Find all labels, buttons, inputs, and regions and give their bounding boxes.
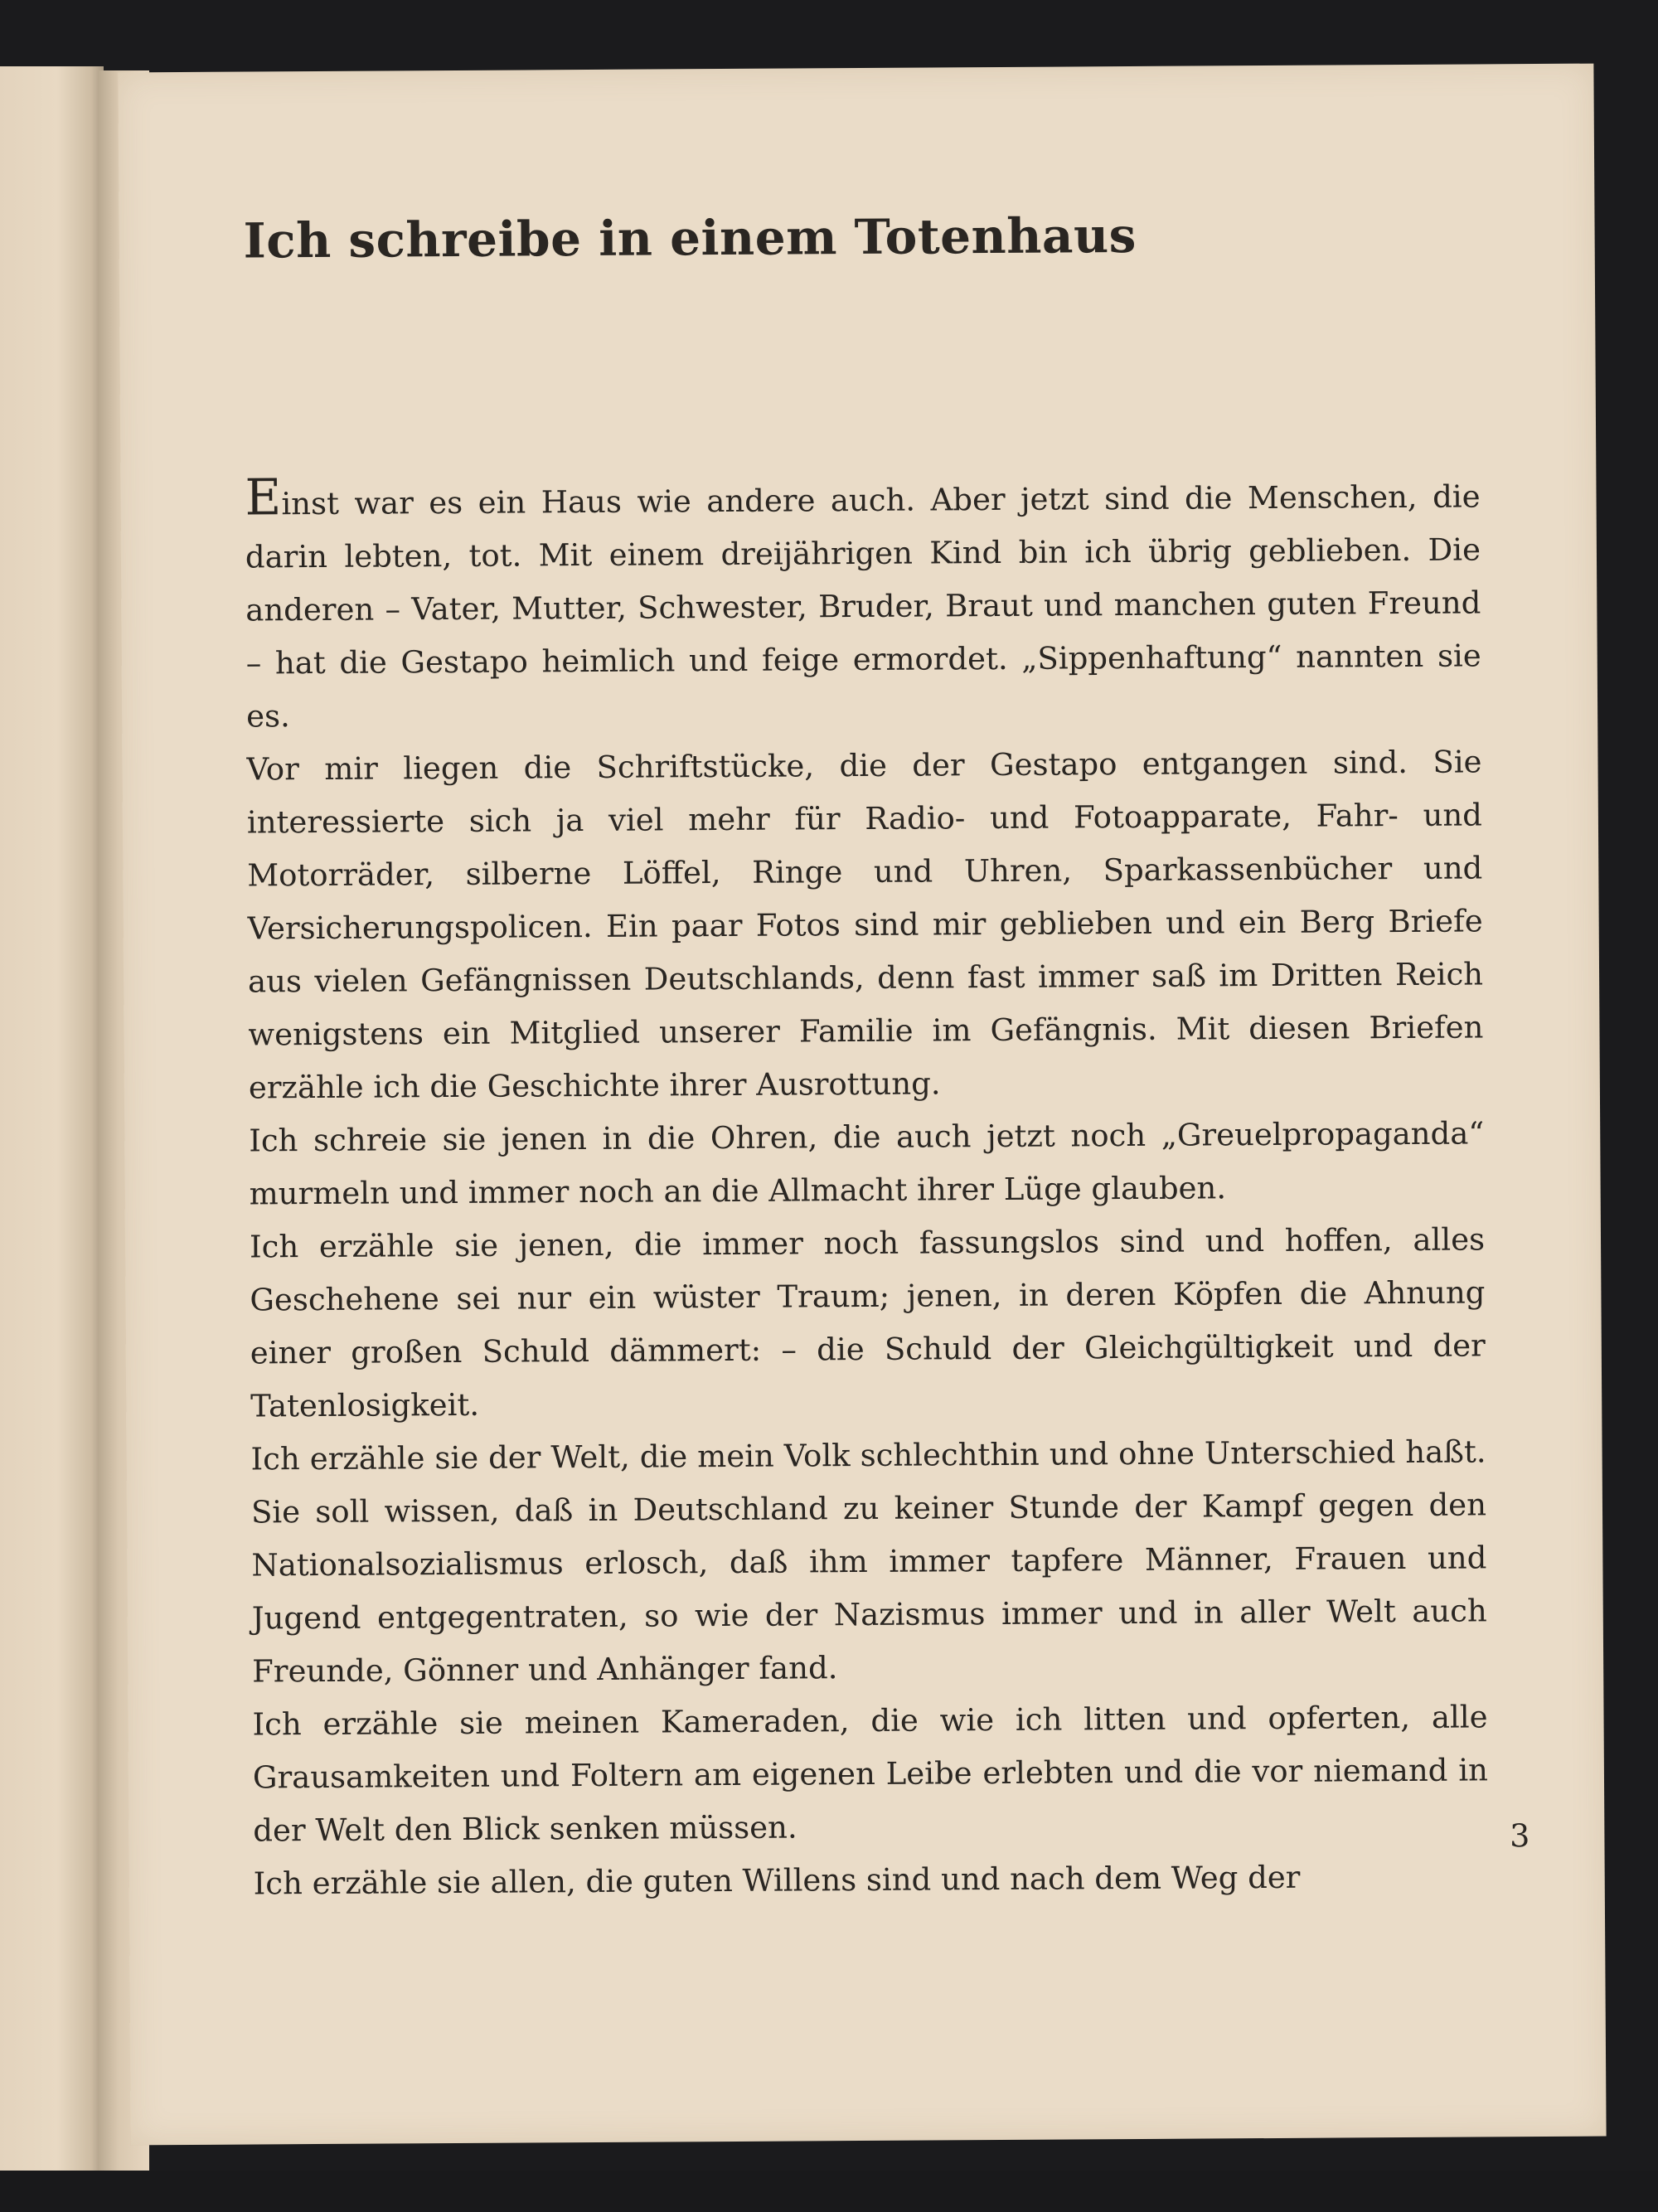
page-number: 3	[1510, 1817, 1530, 1855]
paragraph: Vor mir liegen die Schriftstücke, die der Gestapo entgangen sind. Sie interessierte sich ja viel mehr für Radio- und Fotoapparate, Fahr- und Motorräder, silberne Löffel, Ringe und Uhren, Sparkassenbücher und Versicherungspolicen. Ein paar Fotos sind mir geblieben und ein Berg Briefe aus vielen Gefängnissen Deutschlands, denn fast immer saß im Dritten Reich wenigstens ein Mitglied unserer Familie im Gefängnis. Mit diesen Briefen erzähle ich die Geschichte ihrer Ausrottung.	[246, 744, 1484, 1106]
page-content	[243, 205, 1489, 1902]
left-page-edge	[0, 66, 104, 2189]
paragraph: Ich erzähle sie jenen, die immer noch fassungslos sind und hoffen, alles Geschehene sei nur ein wüster Traum; jenen, in deren Köpfen die Ahnung einer großen Schuld dämmert: – die Schuld der Gleichgültigkeit und der Tatenlosigkeit.	[249, 1221, 1486, 1424]
drop-cap: E	[245, 468, 282, 527]
chapter-title: Ich schreibe in einem Totenhaus	[243, 206, 1137, 269]
paragraph: Ich erzähle sie meinen Kameraden, die wie ich litten und opferten, alle Grausamkeiten und Foltern am eigenen Leibe erlebten und die vor niemand in der Welt den Blick senken müssen.	[252, 1699, 1489, 1849]
book-page	[118, 64, 1606, 2146]
paragraph-text: inst war es ein Haus wie andere auch. Aber jetzt sind die Menschen, die darin lebten, tot. Mit einem dreijährigen Kind bin ich übrig geblieben. Die anderen – Vater, Mutter, Schwester, Bruder, Braut und manchen guten Freund – hat die Gestapo heimlich und feige ermordet. „Sippenhaftung“ nannten sie es.	[245, 478, 1481, 735]
body-text	[245, 470, 1489, 1910]
paragraph: Ich erzähle sie allen, die guten Willens sind und nach dem Weg der	[253, 1859, 1301, 1902]
paragraph	[245, 470, 1481, 743]
paragraph: Ich schreie sie jenen in die Ohren, die auch jetzt noch „Greuelpropaganda“ murmeln und immer noch an die Allmacht ihrer Lüge glauben.	[249, 1115, 1485, 1212]
paragraph: Ich erzähle sie der Welt, die mein Volk schlechthin und ohne Unterschied haßt. Sie soll wissen, daß in Deutschland zu keiner Stunde der Kampf gegen den Nationalsozialismus erlosch, daß ihm immer tapfere Männer, Frauen und Jugend entgegentraten, so wie der Nazismus immer und in aller Welt auch Freunde, Gönner und Anhänger fand.	[250, 1433, 1487, 1690]
background-surface	[0, 2171, 1658, 2212]
